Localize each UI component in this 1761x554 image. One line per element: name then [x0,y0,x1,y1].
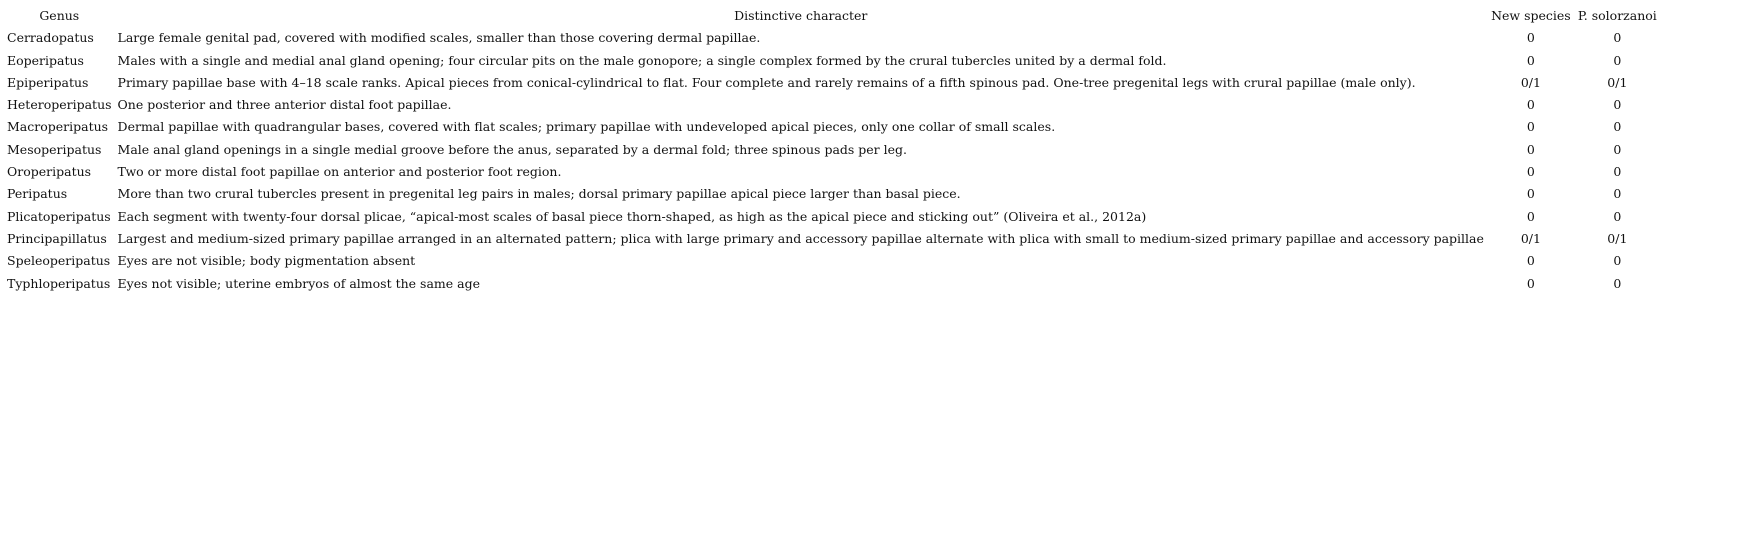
cell-p-solorzanoi: 0 [1613,52,1622,68]
cell-distinctive-character: Large female genital pad, covered with modified scales, smaller than those covering dermal papillae. [117,30,761,46]
table-row [4,27,1660,49]
header-row [4,5,1660,27]
cell-genus: Plicatoperipatus [7,208,111,224]
cell-genus: Peripatus [7,186,68,202]
table-row [4,116,1660,138]
cell-distinctive-character: Eyes are not visible; body pigmentation absent [117,253,416,269]
cell-genus: Cerradopatus [7,30,94,46]
table-row [4,94,1660,116]
cell-genus: Principapillatus [7,230,107,246]
cell-genus: Eoperipatus [7,52,84,68]
cell-genus: Typhloperipatus [7,275,111,291]
header-genus: Genus [39,8,80,23]
cell-distinctive-character: Primary papillae base with 4–18 scale ranks. Apical pieces from conical-cylindrical to flat. Four complete and rarely remains of a fifth spinous pad. One-tree pregenital legs with crural papillae (male only). [117,74,1416,90]
cell-new-species: 0 [1526,30,1535,46]
table-row [4,250,1660,272]
cell-distinctive-character: Each segment with twenty-four dorsal plicae, “apical-most scales of basal piece thorn-shaped, as high as the apical piece and sticking out” (Oliveira et al., 2012a) [117,208,1147,224]
header-p-solorzanoi: P. solorzanoi [1577,8,1657,23]
table-row [4,72,1660,94]
genus-character-table [4,5,1660,295]
cell-genus: Macroperipatus [7,119,109,135]
cell-p-solorzanoi: 0 [1613,186,1622,202]
header-distinctive-character: Distinctive character [734,8,868,23]
cell-new-species: 0 [1526,186,1535,202]
cell-distinctive-character: Largest and medium-sized primary papillae arranged in an alternated pattern; plica with large primary and accessory papillae alternate with plica with small to medium-sized primary papillae and accessory papillae [117,230,1484,246]
cell-distinctive-character: Two or more distal foot papillae on anterior and posterior foot region. [117,164,562,180]
cell-distinctive-character: Male anal gland openings in a single medial groove before the anus, separated by a dermal fold; three spinous pads per leg. [117,141,908,157]
cell-new-species: 0 [1526,253,1535,269]
table-row [4,273,1660,295]
cell-p-solorzanoi: 0 [1613,30,1622,46]
cell-genus: Oroperipatus [7,164,92,180]
cell-p-solorzanoi: 0 [1613,253,1622,269]
cell-p-solorzanoi: 0 [1613,208,1622,224]
cell-genus: Epiperipatus [7,74,89,90]
cell-genus: Mesoperipatus [7,141,102,157]
cell-new-species: 0 [1526,141,1535,157]
cell-distinctive-character: Eyes not visible; uterine embryos of almost the same age [117,275,480,291]
cell-p-solorzanoi: 0/1 [1607,74,1628,90]
cell-new-species: 0 [1526,164,1535,180]
cell-distinctive-character: Males with a single and medial anal gland opening; four circular pits on the male gonopore; a single complex formed by the crural tubercles united by a dermal fold. [117,52,1167,68]
table-row [4,161,1660,183]
table-row [4,206,1660,228]
cell-new-species: 0 [1526,275,1535,291]
table-row [4,183,1660,205]
cell-new-species: 0 [1526,52,1535,68]
cell-p-solorzanoi: 0/1 [1607,230,1628,246]
cell-new-species: 0 [1526,119,1535,135]
cell-p-solorzanoi: 0 [1613,275,1622,291]
table-row [4,50,1660,72]
cell-p-solorzanoi: 0 [1613,97,1622,113]
cell-genus: Speleoperipatus [7,253,111,269]
table-row [4,139,1660,161]
cell-distinctive-character: More than two crural tubercles present in pregenital leg pairs in males; dorsal primary papillae apical piece larger than basal piece. [117,186,961,202]
cell-p-solorzanoi: 0 [1613,141,1622,157]
cell-distinctive-character: Dermal papillae with quadrangular bases, covered with flat scales; primary papillae with undeveloped apical pieces, only one collar of small scales. [117,119,1056,135]
table-row [4,228,1660,250]
cell-new-species: 0 [1526,208,1535,224]
header-new-species: New species [1491,8,1571,23]
table-body [4,27,1660,295]
cell-genus: Heteroperipatus [7,97,112,113]
cell-p-solorzanoi: 0 [1613,164,1622,180]
cell-new-species: 0/1 [1520,230,1541,246]
cell-distinctive-character: One posterior and three anterior distal foot papillae. [117,97,452,113]
cell-new-species: 0 [1526,97,1535,113]
cell-new-species: 0/1 [1520,74,1541,90]
cell-p-solorzanoi: 0 [1613,119,1622,135]
